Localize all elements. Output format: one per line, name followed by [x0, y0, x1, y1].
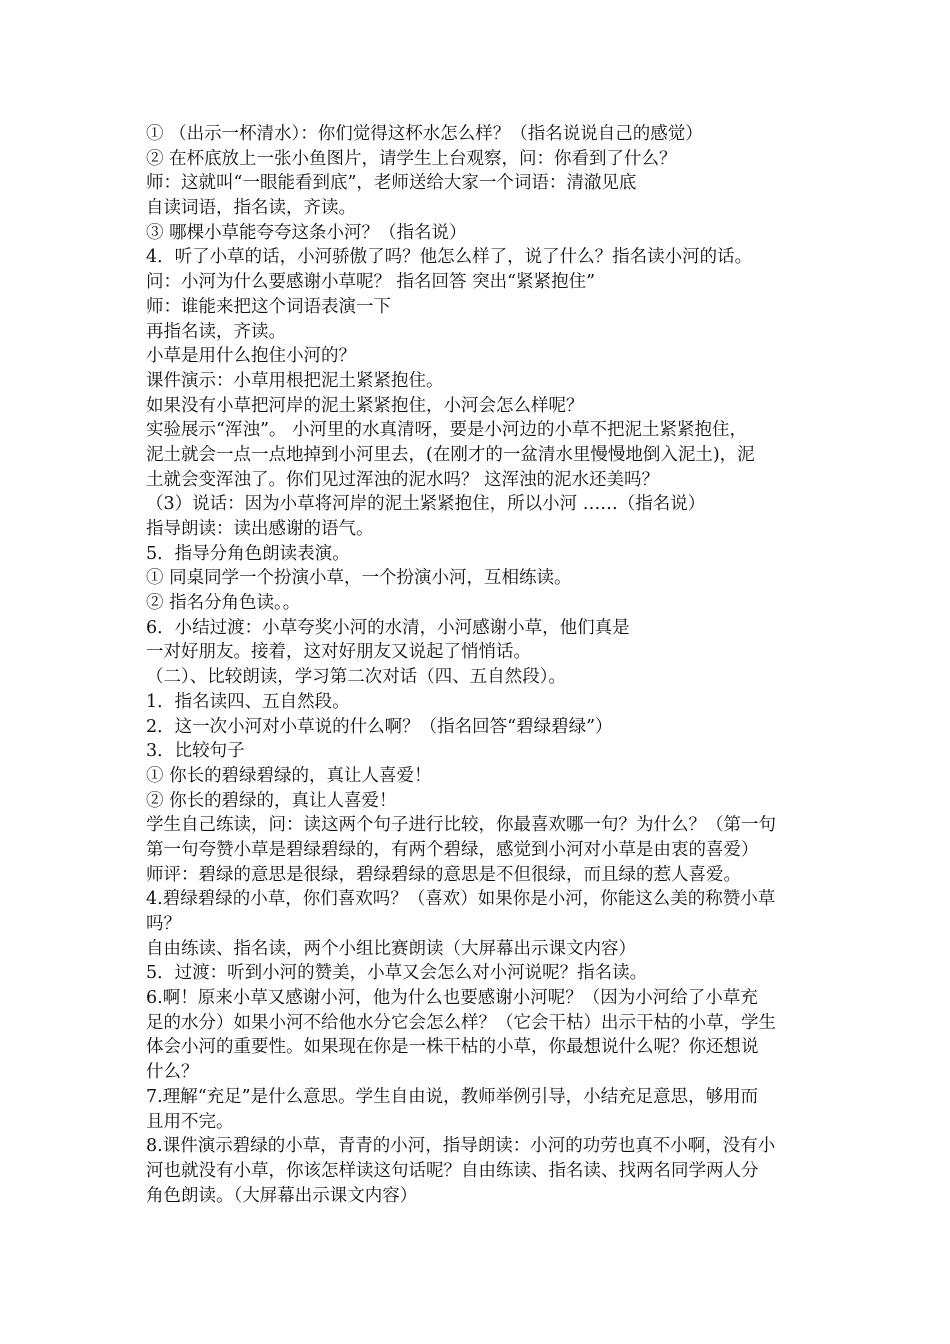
text-line: 再指名读，齐读。 — [146, 321, 286, 342]
text-line: 土就会变浑浊了。你们见过浑浊的泥水吗？ 这浑浊的泥水还美吗？ — [146, 469, 660, 490]
text-line: 5．指导分角色朗读表演。 — [146, 543, 350, 564]
text-line: 吗？ — [146, 914, 181, 934]
lesson-plan-text — [146, 122, 816, 1208]
text-line: （3）说话：因为小草将河岸的泥土紧紧抱住，所以小河 ……（指名说） — [146, 494, 706, 515]
text-line: 6.啊！原来小草又感谢小河，他为什么也要感谢小河呢？（因为小河给了小草充 — [146, 988, 758, 1009]
text-line: 学生自己练读，问：读这两个句子进行比较，你最喜欢哪一句？为什么？（第一句 — [146, 815, 776, 836]
text-line: 第一句夸赞小草是碧绿碧绿的，有两个碧绿，感觉到小河对小草是由衷的喜爱） — [146, 839, 759, 860]
text-line: 小草是用什么抱住小河的？ — [146, 346, 356, 367]
text-line: 如果没有小草把河岸的泥土紧紧抱住，小河会怎么样呢？ — [146, 395, 584, 416]
text-line: 一对好朋友。接着，这对好朋友又说起了悄悄话。 — [146, 642, 531, 663]
text-line: 指导朗读：读出感谢的语气。 — [146, 519, 374, 539]
text-line: ③ 哪棵小草能夸夸这条小河？（指名说） — [146, 222, 467, 243]
text-line: ① 你长的碧绿碧绿的，真让人喜爱！ — [146, 765, 432, 786]
text-line: 且用不完。 — [146, 1111, 234, 1132]
text-line: 4．听了小草的话，小河骄傲了吗？他怎么样了，说了什么？指名读小河的话。 — [146, 247, 753, 268]
text-line: ① （出示一杯清水）：你们觉得这杯水怎么样？（指名说说自己的感觉） — [146, 124, 703, 144]
text-line: 2．这一次小河对小草说的什么啊？（指名回答“碧绿碧绿”） — [146, 716, 613, 737]
text-line: 体会小河的重要性。如果现在你是一株干枯的小草，你最想说什么呢？你还想说 — [146, 1037, 759, 1058]
text-line: ② 你长的碧绿的，真让人喜爱！ — [146, 790, 397, 811]
text-line: 6．小结过渡：小草夸奖小河的水清，小河感谢小草，他们真是 — [146, 617, 630, 638]
text-line: 自读词语，指名读，齐读。 — [146, 198, 356, 219]
text-line: 角色朗读。（大屏幕出示课文内容） — [146, 1185, 418, 1206]
text-line: 师：谁能来把这个词语表演一下 — [146, 296, 391, 317]
text-line: 实验展示“浑浊”。 小河里的水真清呀，要是小河边的小草不把泥土紧紧抱住， — [146, 420, 747, 441]
text-line: 3．比较句子 — [146, 741, 245, 762]
text-line: 7.理解“充足”是什么意思。学生自由说，教师举例引导，小结充足意思，够用而 — [146, 1086, 759, 1107]
text-line: 5．过渡：听到小河的赞美，小草又会怎么对小河说呢？指名读。 — [146, 963, 648, 984]
text-line: 4.碧绿碧绿的小草，你们喜欢吗？（喜欢）如果你是小河，你能这么美的称赞小草 — [146, 889, 776, 910]
text-line: 问：小河为什么要感谢小草呢？ 指名回答 突出“紧紧抱住” — [146, 272, 596, 293]
text-line: 师评：碧绿的意思是很绿，碧绿碧绿的意思是不但很绿，而且绿的惹人喜爱。 — [146, 864, 741, 885]
text-line: 1．指名读四、五自然段。 — [146, 691, 350, 712]
text-line: 自由练读、指名读，两个小组比赛朗读（大屏幕出示课文内容） — [146, 938, 636, 959]
text-line: ② 在杯底放上一张小鱼图片，请学生上台观察，问：你看到了什么？ — [146, 148, 677, 169]
text-line: ① 同桌同学一个扮演小草，一个扮演小河，互相练读。 — [146, 568, 572, 589]
text-line: 河也就没有小草，你该怎样读这句话呢？自由练读、指名读、找两名同学两人分 — [146, 1160, 759, 1181]
text-line: （二）、比较朗读，学习第二次对话（四、五自然段）。 — [146, 667, 566, 688]
text-line: 足的水分）如果小河不给他水分它会怎么样？（它会干枯）出示干枯的小草，学生 — [146, 1012, 776, 1033]
text-line: ② 指名分角色读。。 — [146, 593, 301, 614]
text-line: 泥土就会一点一点地掉到小河里去，(在刚才的一盆清水里慢慢地倒入泥土)，泥 — [146, 444, 755, 465]
text-line: 什么？ — [146, 1062, 199, 1083]
text-line: 课件演示：小草用根把泥土紧紧抱住。 — [146, 370, 444, 391]
text-line: 师：这就叫“一眼能看到底”，老师送给大家一个词语：清澈见底 — [146, 173, 637, 194]
text-line: 8.课件演示碧绿的小草，青青的小河，指导朗读：小河的功劳也真不小啊，没有小 — [146, 1136, 776, 1157]
